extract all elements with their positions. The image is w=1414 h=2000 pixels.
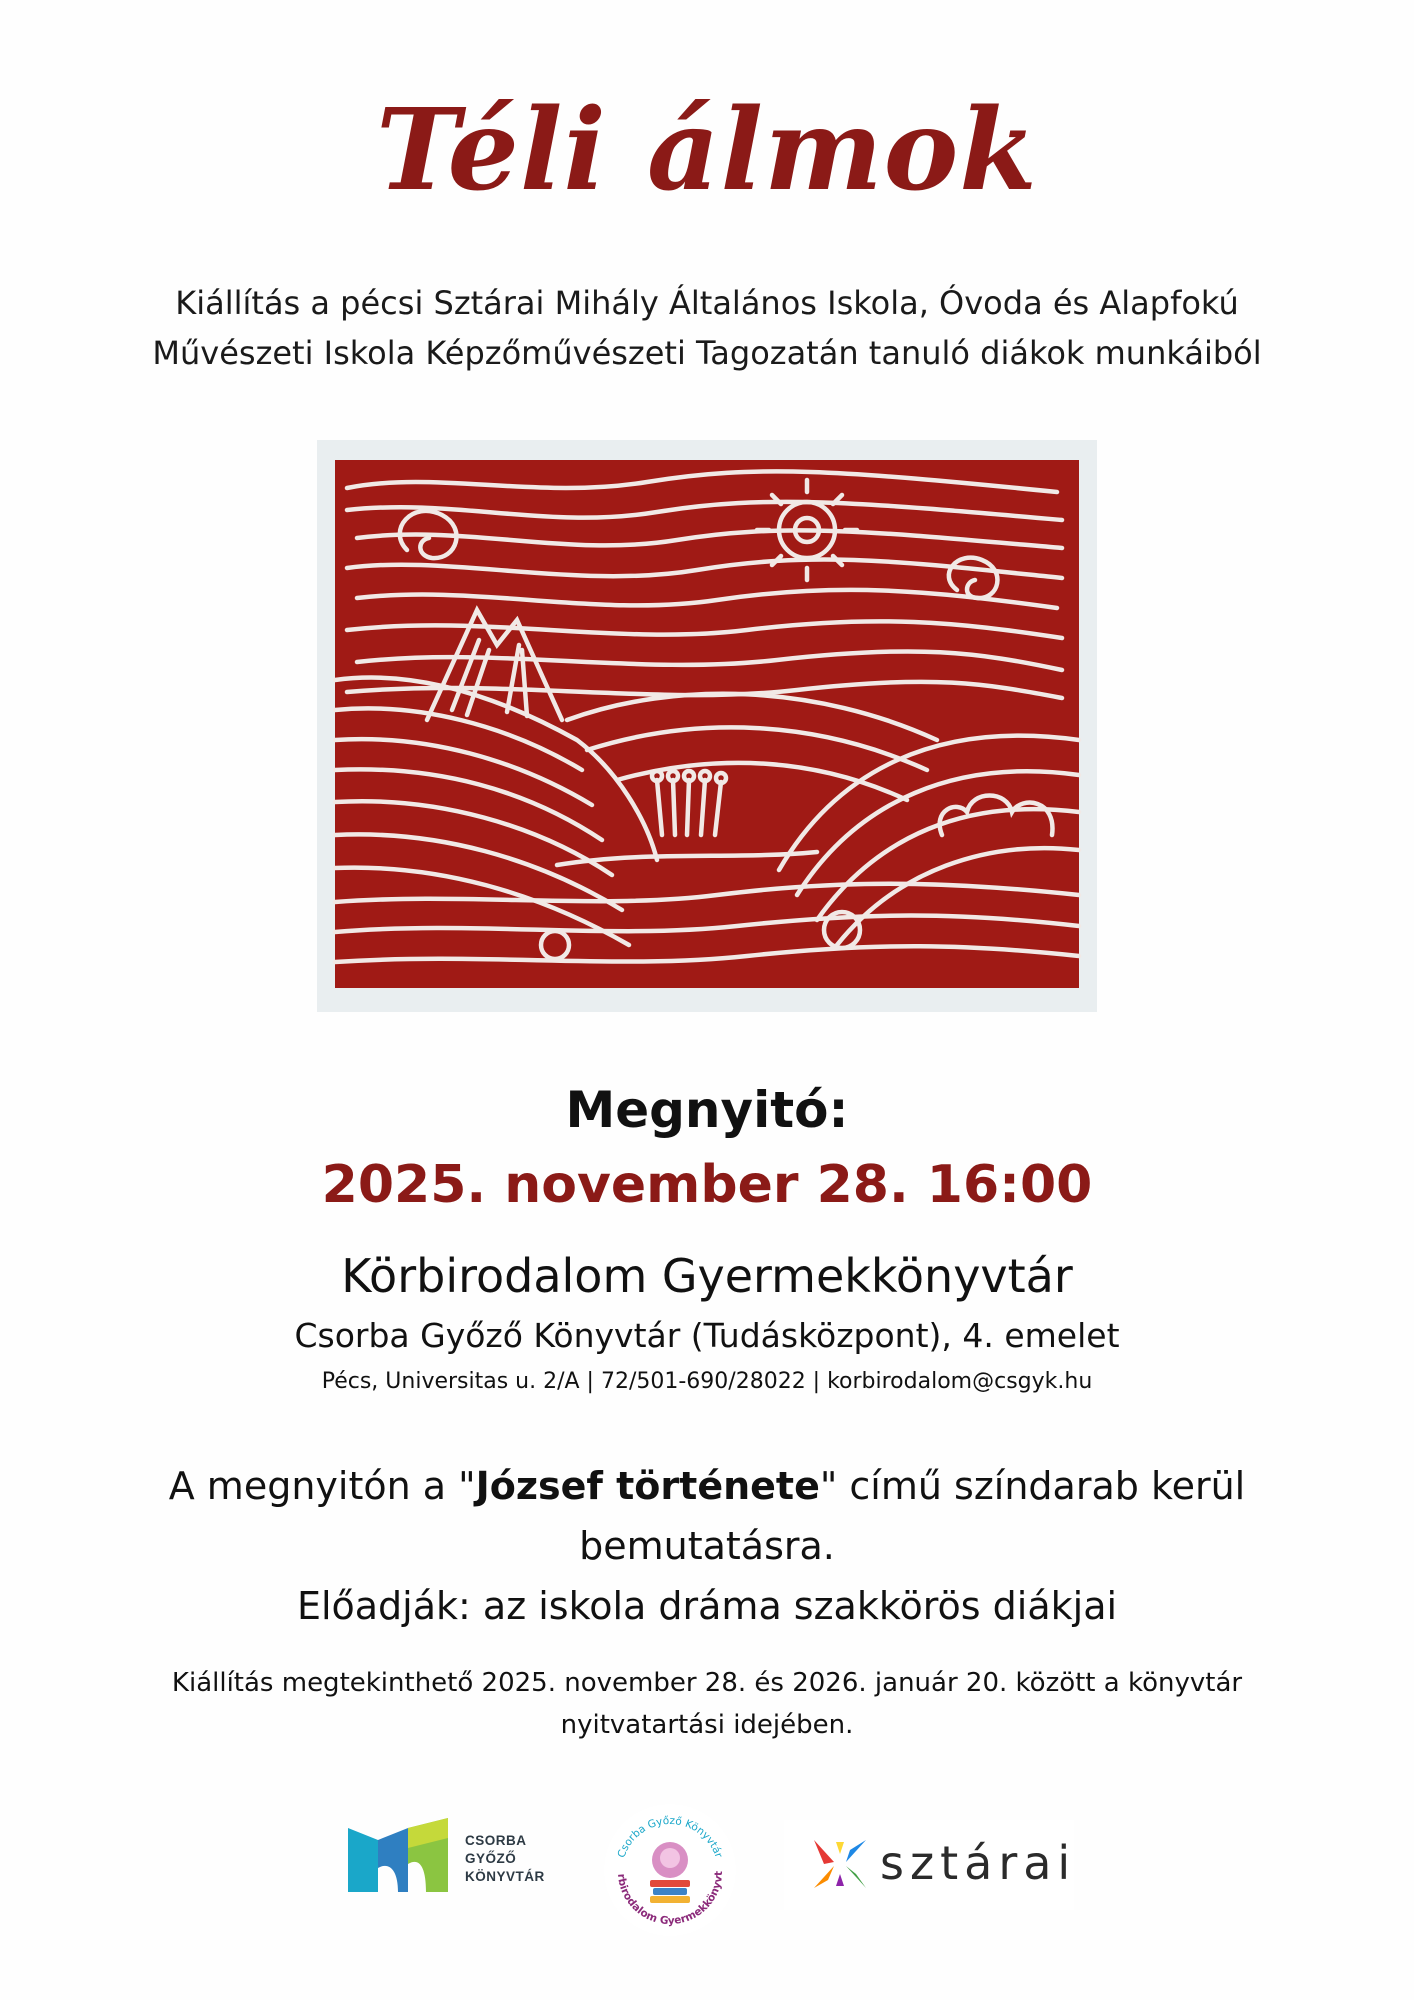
play-suffix: " című színdarab kerül: [819, 1464, 1246, 1508]
play-title: József története: [475, 1464, 820, 1508]
csorba-gyozo-library-logo: [348, 1818, 568, 1898]
play-line-3: Előadják: az iskola dráma szakkörös diákjai: [296, 1584, 1118, 1628]
csgyk-line-1: CSORBA: [465, 1833, 527, 1848]
korbi-ring-bottom: rbirodalom Gyermekkönyvt: [614, 1870, 726, 1928]
play-line-2: bemutatásra.: [579, 1524, 835, 1568]
csgyk-wordmark: [465, 1832, 545, 1886]
venue-building: Csorba Győző Könyvtár (Tudásközpont), 4. emelet: [294, 1316, 1120, 1355]
sztarai-wordmark: sztárai: [880, 1836, 1077, 1890]
sztarai-school-logo: [784, 1820, 1077, 1910]
sponsor-logos: [0, 1800, 1414, 1940]
csgyk-line-2: GYŐZŐ: [465, 1851, 517, 1866]
venue-name: Körbirodalom Gyermekkönyvtár: [341, 1249, 1073, 1303]
viewing-info: [100, 1662, 1314, 1746]
poster-title: Téli álmok: [376, 85, 1038, 216]
viewing-line-1: Kiállítás megtekinthető 2025. november 28. és 2026. január 20. között a könyvtár: [171, 1668, 1243, 1698]
play-announcement: [120, 1456, 1294, 1636]
opening-datetime: 2025. november 28. 16:00: [321, 1155, 1093, 1215]
linocut-print-image: [317, 440, 1097, 1012]
library-arch-icon: [348, 1818, 448, 1892]
venue-contact: Pécs, Universitas u. 2/A | 72/501-690/28022 | korbirodalom@csgyk.hu: [321, 1369, 1093, 1394]
korbirodalom-emblem: [600, 1800, 740, 1940]
exhibition-subtitle: [60, 278, 1354, 378]
sztarai-x-icon: [810, 1834, 870, 1894]
csgyk-line-3: KÖNYVTÁR: [465, 1869, 545, 1884]
play-line-1: [120, 1456, 1294, 1516]
subtitle-line-1: Kiállítás a pécsi Sztárai Mihály Általános Iskola, Óvoda és Alapfokú: [175, 284, 1239, 322]
play-prefix: A megnyitón a ": [168, 1464, 476, 1508]
subtitle-line-2: Művészeti Iskola Képzőművészeti Tagozatán tanuló diákok munkáiból: [152, 334, 1262, 372]
korbirodalom-logo: [600, 1800, 740, 1940]
korbi-ring-top: Csorba Győző Könyvtár: [615, 1814, 725, 1860]
viewing-line-2: nyitvatartási idejében.: [560, 1710, 854, 1740]
opening-label: Megnyitó:: [565, 1081, 849, 1139]
linocut-artwork: [317, 440, 1097, 1012]
